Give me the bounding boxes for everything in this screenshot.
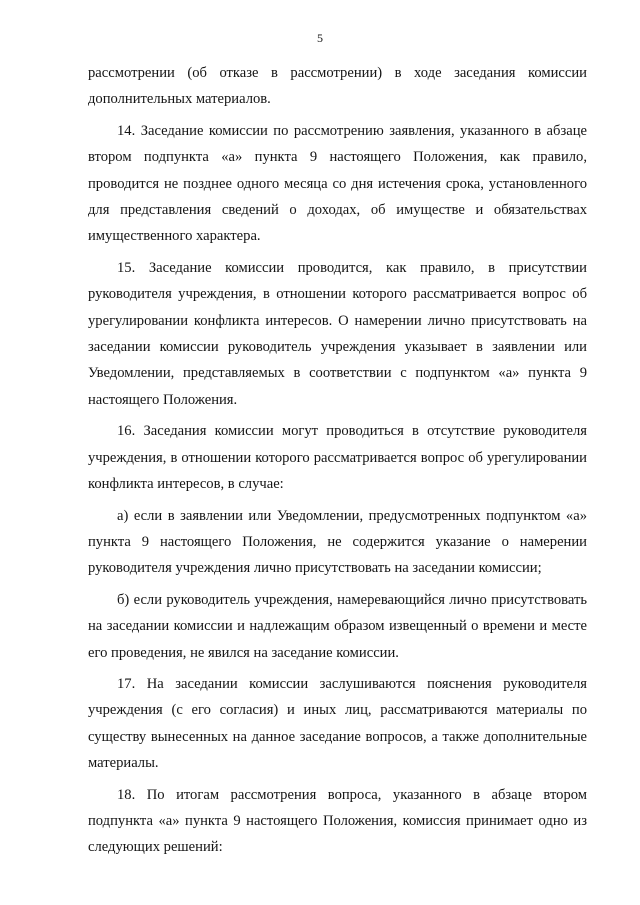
paragraph-15: 15. Заседание комиссии проводится, как правило, в присутствии руководителя учреждения, в отношении которого рассматривается вопрос об урегулировании конфликта интересов. О намерении лично присутствовать на заседании комиссии руководитель учреждения указывает в заявлении или Уведомлении, представляемых в соответствии с подпунктом «а» пункта 9 настоящего Положения. [88,259,587,408]
paragraph-continuation: рассмотрении (об отказе в рассмотрении) в ходе заседания комиссии дополнительных материалов. [88,65,587,108]
paragraph-14: 14. Заседание комиссии по рассмотрению заявления, указанного в абзаце втором подпункта «а» пункта 9 настоящего Положения, как правило, проводится не позднее одного месяца со дня истечения срока, установленного для представления сведений о доходах, об имуществе и обязательствах имущественного характера. [88,122,587,245]
paragraph-17: 17. На заседании комиссии заслушиваются пояснения руководителя учреждения (с его согласия) и иных лиц, рассматриваются материалы по существу вынесенных на данное заседание вопросов, а также дополнительные материалы. [88,675,587,772]
paragraph-18: 18. По итогам рассмотрения вопроса, указанного в абзаце втором подпункта «а» пункта 9 настоящего Положения, комиссия принимает одно из следующих решений: [88,786,587,856]
page-number: 5 [317,31,323,45]
document-body [88,60,587,866]
paragraph-16-item-a: а) если в заявлении или Уведомлении, предусмотренных подпунктом «а» пункта 9 настоящего Положения, не содержится указание о намерении руководителя учреждения лично присутствовать на заседании комиссии; [88,507,587,577]
paragraph-16-item-b: б) если руководитель учреждения, намеревающийся лично присутствовать на заседании комиссии и надлежащим образом извещенный о времени и месте его проведения, не явился на заседание комиссии. [88,591,587,661]
paragraph-16: 16. Заседания комиссии могут проводиться в отсутствие руководителя учреждения, в отношении которого рассматривается вопрос об урегулировании конфликта интересов, в случае: [88,423,587,493]
